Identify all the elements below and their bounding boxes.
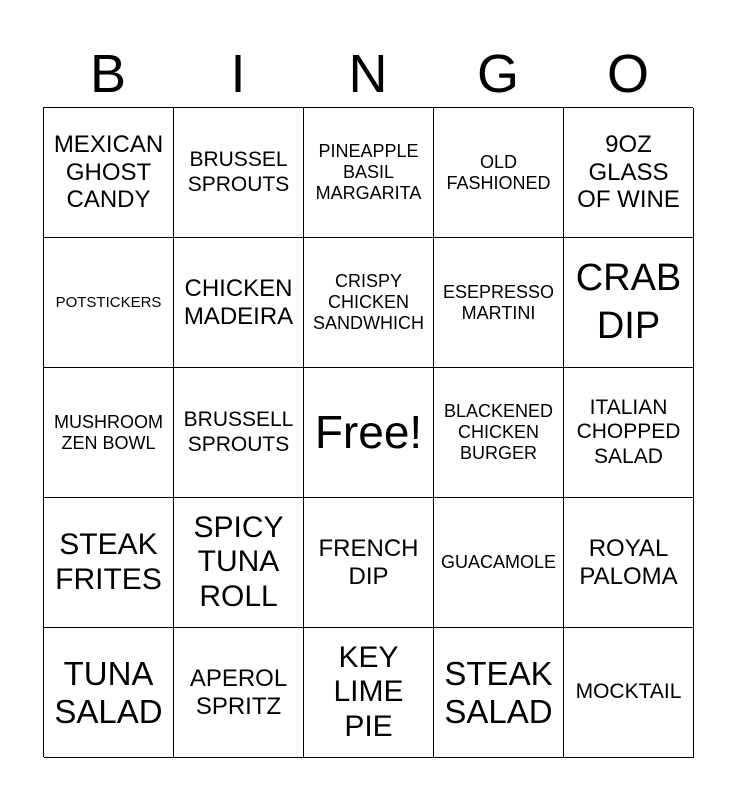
header-letter-g: G xyxy=(476,44,519,104)
bingo-cell[interactable] xyxy=(44,238,174,368)
bingo-cell-label: STEAK SALAD xyxy=(444,654,553,730)
bingo-cell[interactable] xyxy=(174,238,304,368)
bingo-cell[interactable] xyxy=(564,628,694,758)
bingo-cell[interactable] xyxy=(174,368,304,498)
bingo-cell-label: STEAK FRITES xyxy=(55,528,162,596)
bingo-cell[interactable] xyxy=(564,108,694,238)
bingo-cell-label: GUACAMOLE xyxy=(440,552,557,573)
bingo-cell[interactable] xyxy=(564,498,694,628)
bingo-cell[interactable] xyxy=(174,498,304,628)
bingo-cell[interactable] xyxy=(564,368,694,498)
free-space-cell[interactable] xyxy=(304,368,434,498)
bingo-cell[interactable] xyxy=(44,368,174,498)
bingo-cell-label: APEROL SPRITZ xyxy=(189,664,288,720)
header-letter-i: I xyxy=(230,44,246,104)
bingo-cell-label: Free! xyxy=(314,406,423,459)
bingo-cell-label: POTSTICKERS xyxy=(55,293,162,311)
bingo-cell-label: MUSHROOM ZEN BOWL xyxy=(54,411,163,453)
bingo-cell-label: ROYAL PALOMA xyxy=(579,534,678,590)
header-letter-b: B xyxy=(89,44,127,104)
bingo-cell[interactable] xyxy=(434,628,564,758)
bingo-cell[interactable] xyxy=(44,108,174,238)
bingo-cell-label: MEXICAN GHOST CANDY xyxy=(53,131,164,214)
bingo-cell-label: BLACKENED CHICKEN BURGER xyxy=(443,401,554,463)
bingo-cell[interactable] xyxy=(304,108,434,238)
bingo-cell-label: TUNA SALAD xyxy=(54,654,163,730)
bingo-cell-label: SPICY TUNA ROLL xyxy=(193,510,284,613)
bingo-cell-label: CRISPY CHICKEN SANDWHICH xyxy=(313,271,424,333)
bingo-cell[interactable] xyxy=(304,498,434,628)
bingo-cell[interactable] xyxy=(434,498,564,628)
bingo-cell[interactable] xyxy=(304,238,434,368)
bingo-cell-label: FRENCH DIP xyxy=(318,534,419,590)
header-letter-o: O xyxy=(606,44,649,104)
bingo-cell-label: BRUSSELL SPROUTS xyxy=(183,408,294,456)
bingo-cell[interactable] xyxy=(174,108,304,238)
bingo-cell-label: ESEPRESSO MARTINI xyxy=(442,281,555,323)
bingo-cell-label: 9OZ GLASS OF WINE xyxy=(577,131,680,214)
bingo-cell[interactable] xyxy=(434,238,564,368)
bingo-cell-label: KEY LIME PIE xyxy=(333,640,404,743)
bingo-cell-label: CRAB DIP xyxy=(575,257,682,347)
bingo-card-grid xyxy=(43,107,693,757)
bingo-cell-label: MOCKTAIL xyxy=(575,680,682,704)
header-letter-n: N xyxy=(348,44,388,104)
bingo-header xyxy=(43,40,693,108)
bingo-cell[interactable] xyxy=(174,628,304,758)
bingo-cell[interactable] xyxy=(44,628,174,758)
bingo-cell-label: CHICKEN MADEIRA xyxy=(183,274,294,330)
bingo-cell[interactable] xyxy=(434,368,564,498)
bingo-cell-label: BRUSSEL SPROUTS xyxy=(187,148,290,196)
bingo-cell-label: OLD FASHIONED xyxy=(446,151,551,193)
bingo-cell[interactable] xyxy=(434,108,564,238)
bingo-cell[interactable] xyxy=(304,628,434,758)
bingo-cell[interactable] xyxy=(44,498,174,628)
bingo-cell-label: PINEAPPLE BASIL MARGARITA xyxy=(315,141,422,203)
bingo-cell-label: ITALIAN CHOPPED SALAD xyxy=(576,396,681,468)
bingo-cell[interactable] xyxy=(564,238,694,368)
